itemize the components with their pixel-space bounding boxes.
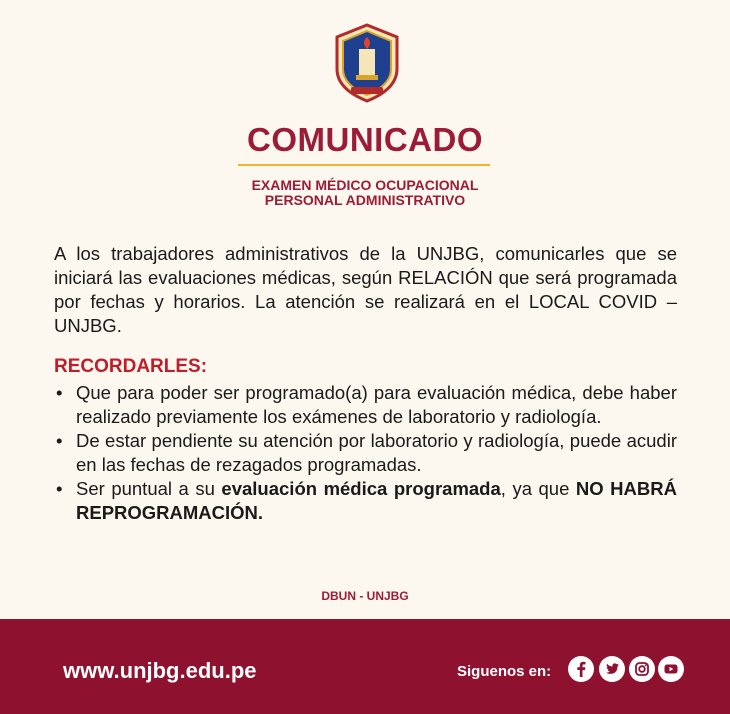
list-item xyxy=(54,429,677,477)
title-divider xyxy=(238,164,490,166)
bullet: • xyxy=(56,382,63,403)
reminder-text: De estar pendiente su atención por laboratorio y radiología, puede acudir en las fechas de rezagados programadas. xyxy=(76,430,677,475)
youtube-icon[interactable] xyxy=(658,656,684,682)
twitter-icon[interactable] xyxy=(599,656,625,682)
page-title: COMUNICADO xyxy=(247,121,483,158)
reminder-text-mid: , ya que xyxy=(500,478,576,499)
signature: DBUN - UNJBG xyxy=(321,589,409,603)
reminder-emphasis: evaluación médica programada xyxy=(221,478,501,499)
facebook-icon[interactable] xyxy=(568,656,594,682)
reminder-text: Que para poder ser programado(a) para evaluación médica, debe haber realizado previamente los exámenes de laboratorio y radiología. xyxy=(76,382,677,427)
university-seal-logo xyxy=(329,23,405,103)
announcement-paragraph: A los trabajadores administrativos de la UNJBG, comunicarles que se iniciará las evaluaciones médicas, según RELACIÓN que será programada por fechas y horarios. La atención se realizará en el LOCAL COVID – UNJBG. xyxy=(54,243,677,336)
instagram-icon[interactable] xyxy=(629,656,655,682)
reminder-warning: NO HABRÁ REPROGRAMACIÓN. xyxy=(76,478,677,523)
reminders-heading: RECORDARLES: xyxy=(54,356,208,377)
website-link[interactable]: www.unjbg.edu.pe xyxy=(63,658,257,683)
reminders-list xyxy=(54,381,677,525)
list-item xyxy=(54,381,677,429)
reminder-text-start: Ser puntual a su xyxy=(76,478,222,499)
follow-label: Siguenos en: xyxy=(457,663,552,680)
subtitle xyxy=(0,178,730,208)
subtitle-line-1: EXAMEN MÉDICO OCUPACIONAL xyxy=(251,177,479,193)
list-item xyxy=(54,477,677,525)
bullet: • xyxy=(56,430,63,451)
bullet: • xyxy=(56,478,63,499)
footer-bar xyxy=(0,619,730,714)
subtitle-line-2: PERSONAL ADMINISTRATIVO xyxy=(264,192,466,208)
